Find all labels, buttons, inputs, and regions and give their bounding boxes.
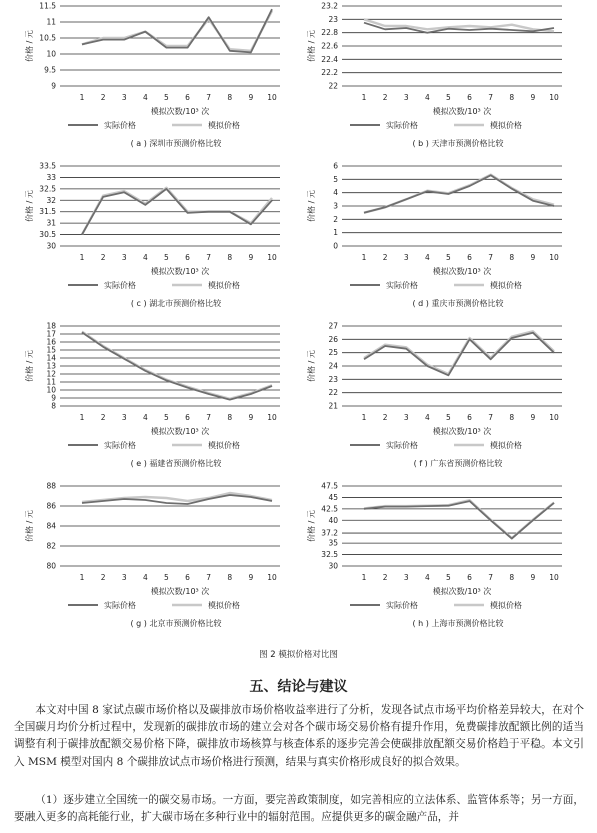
x-tick-label: 9 — [248, 253, 254, 262]
x-tick-label: 8 — [509, 253, 515, 262]
y-tick-label: 10 — [46, 49, 56, 59]
x-tick-label: 2 — [382, 413, 388, 422]
x-tick-label: 4 — [142, 93, 148, 102]
x-tick-label: 6 — [467, 93, 472, 102]
x-tick-label: 10 — [549, 93, 559, 102]
chart-panel-h — [307, 480, 590, 640]
x-tick-label: 3 — [403, 253, 409, 262]
x-tick-label: 8 — [227, 573, 233, 582]
chart-panel-a — [25, 0, 308, 160]
chart-svg-f — [307, 320, 590, 480]
y-tick-label: 9 — [51, 81, 56, 91]
x-axis-label: 模拟次数/10³ 次 — [150, 587, 210, 596]
legend-label-actual: 实际价格 — [104, 441, 136, 450]
y-tick-label: 23 — [328, 14, 338, 24]
legend-label-actual: 实际价格 — [104, 281, 136, 290]
paragraph-conclusion: 本文对中国 8 家试点碳市场价格以及碳排放市场价格收益率进行了分析，发现各试点市场平均价格差异较大，在对个全国碳月均价分析过程中，发现新的碳排放市场的建立会对各个碳市场交易价格有提升作用，免费碳排放配额比例的适当调整有利于碳排放配额交易价格下降，碳排放市场核算与核查体系的逐步完善会使碳排放配额交易价格趋于平稳。本文引入 MSM 模型对国内 8 个碳排放试点市场价格进行预测，结果与真实价格形成良好的拟合效果。 — [14, 704, 584, 768]
y-tick-label: 13 — [46, 361, 56, 371]
x-tick-label: 2 — [382, 253, 388, 262]
legend-label-simulated: 模拟价格 — [490, 121, 522, 130]
x-tick-label: 2 — [100, 93, 106, 102]
chart-svg-h — [307, 480, 590, 640]
x-tick-label: 6 — [185, 93, 190, 102]
y-tick-label: 84 — [46, 521, 56, 531]
x-tick-label: 9 — [248, 93, 254, 102]
section-heading: 五、结论与建议 — [249, 679, 348, 695]
x-tick-label: 5 — [164, 93, 169, 102]
x-tick-label: 7 — [206, 573, 212, 582]
x-tick-label: 2 — [100, 253, 106, 262]
chart-svg-e — [25, 320, 308, 480]
chart-subcaption: ( f ) 广东省预测价格比较 — [413, 459, 503, 468]
x-tick-label: 1 — [361, 573, 367, 582]
x-axis-label: 模拟次数/10³ 次 — [432, 587, 492, 596]
legend-label-simulated: 模拟价格 — [208, 601, 240, 610]
x-tick-label: 10 — [549, 253, 559, 262]
chart-panel-e — [25, 320, 308, 480]
x-tick-label: 1 — [361, 413, 367, 422]
x-tick-label: 3 — [121, 573, 127, 582]
y-tick-label: 1 — [333, 228, 338, 238]
x-tick-label: 7 — [206, 93, 212, 102]
y-tick-label: 0 — [333, 241, 338, 251]
x-tick-label: 8 — [509, 93, 515, 102]
chart-panel-f — [307, 320, 590, 480]
x-tick-label: 9 — [248, 413, 254, 422]
x-tick-label: 10 — [267, 93, 277, 102]
y-tick-label: 82 — [46, 541, 56, 551]
x-tick-label: 3 — [403, 413, 409, 422]
x-tick-label: 9 — [530, 413, 536, 422]
y-tick-label: 16 — [46, 337, 56, 347]
chart-svg-a — [25, 0, 308, 160]
y-tick-label: 11 — [46, 17, 56, 27]
x-tick-label: 6 — [185, 413, 190, 422]
chart-panel-b — [307, 0, 590, 160]
paragraph-recommendation-1: （1）逐步建立全国统一的碳交易市场。一方面，要完善政策制度，如完善相应的立法体系、监管体系等；另一方面，要融入更多的高耗能行业，扩大碳市场在多种行业中的辐射范围。应提供更多的碳金融产品，并 — [14, 794, 584, 824]
x-tick-label: 9 — [530, 253, 536, 262]
legend-label-actual: 实际价格 — [386, 121, 418, 130]
x-tick-label: 10 — [549, 573, 559, 582]
y-tick-label: 9.5 — [44, 65, 56, 75]
x-tick-label: 5 — [446, 573, 451, 582]
x-tick-label: 3 — [121, 253, 127, 262]
x-tick-label: 4 — [424, 413, 430, 422]
y-axis-label: 价格 / 元 — [25, 30, 34, 62]
x-tick-label: 6 — [467, 413, 472, 422]
chart-subcaption: ( b ) 天津市预测价格比较 — [412, 139, 504, 148]
x-tick-label: 3 — [121, 413, 127, 422]
x-tick-label: 5 — [164, 413, 169, 422]
series-line-simulated — [82, 11, 272, 51]
legend-label-simulated: 模拟价格 — [490, 601, 522, 610]
y-tick-label: 45 — [328, 492, 338, 502]
y-tick-label: 3 — [333, 201, 338, 211]
y-axis-label: 价格 / 元 — [25, 190, 34, 222]
y-tick-label: 30 — [46, 241, 56, 251]
x-tick-label: 5 — [164, 573, 169, 582]
x-tick-label: 10 — [267, 253, 277, 262]
x-tick-label: 6 — [185, 253, 190, 262]
x-tick-label: 9 — [248, 573, 254, 582]
chart-subcaption: ( g ) 北京市预测价格比较 — [130, 619, 222, 628]
x-tick-label: 5 — [164, 253, 169, 262]
x-tick-label: 10 — [549, 413, 559, 422]
x-axis-label: 模拟次数/10³ 次 — [150, 267, 210, 276]
y-tick-label: 10 — [46, 385, 56, 395]
x-tick-label: 6 — [185, 573, 190, 582]
x-tick-label: 3 — [121, 93, 127, 102]
y-tick-label: 23 — [328, 374, 338, 384]
x-tick-label: 7 — [488, 93, 494, 102]
x-tick-label: 9 — [530, 573, 536, 582]
x-axis-label: 模拟次数/10³ 次 — [150, 107, 210, 116]
y-tick-label: 27 — [328, 321, 338, 331]
x-tick-label: 9 — [530, 93, 536, 102]
y-tick-label: 33 — [46, 172, 56, 182]
chart-svg-b — [307, 0, 590, 160]
x-tick-label: 1 — [79, 93, 85, 102]
y-tick-label: 88 — [46, 481, 56, 491]
x-tick-label: 4 — [424, 573, 430, 582]
y-axis-label: 价格 / 元 — [25, 350, 34, 382]
x-tick-label: 2 — [100, 573, 106, 582]
x-tick-label: 7 — [488, 413, 494, 422]
y-tick-label: 86 — [46, 501, 56, 511]
x-axis-label: 模拟次数/10³ 次 — [150, 427, 210, 436]
y-tick-label: 15 — [46, 345, 56, 355]
y-axis-label: 价格 / 元 — [307, 350, 316, 382]
x-tick-label: 4 — [424, 93, 430, 102]
chart-panel-g — [25, 480, 308, 640]
x-tick-label: 7 — [488, 573, 494, 582]
x-tick-label: 3 — [403, 93, 409, 102]
chart-svg-c — [25, 160, 308, 320]
y-tick-label: 31 — [46, 218, 56, 228]
x-tick-label: 1 — [361, 93, 367, 102]
x-tick-label: 1 — [79, 573, 85, 582]
x-tick-label: 8 — [227, 93, 233, 102]
chart-svg-d — [307, 160, 590, 320]
chart-subcaption: ( a ) 深圳市预测价格比较 — [130, 139, 222, 148]
y-tick-label: 8 — [51, 401, 56, 411]
x-tick-label: 2 — [382, 573, 388, 582]
y-tick-label: 25 — [328, 348, 338, 358]
x-tick-label: 8 — [509, 573, 515, 582]
x-tick-label: 10 — [267, 573, 277, 582]
y-tick-label: 18 — [46, 321, 56, 331]
x-tick-label: 8 — [509, 413, 515, 422]
y-tick-label: 30.5 — [39, 230, 56, 240]
y-tick-label: 40 — [328, 515, 338, 525]
x-tick-label: 6 — [467, 253, 472, 262]
x-tick-label: 6 — [467, 573, 472, 582]
x-tick-label: 10 — [267, 413, 277, 422]
legend-label-simulated: 模拟价格 — [208, 441, 240, 450]
x-axis-label: 模拟次数/10³ 次 — [432, 107, 492, 116]
x-tick-label: 5 — [446, 93, 451, 102]
y-tick-label: 33.5 — [39, 161, 56, 171]
legend-label-simulated: 模拟价格 — [208, 281, 240, 290]
x-tick-label: 2 — [100, 413, 106, 422]
y-tick-label: 80 — [46, 561, 56, 571]
y-tick-label: 12 — [46, 369, 56, 379]
x-tick-label: 2 — [382, 93, 388, 102]
x-tick-label: 1 — [79, 253, 85, 262]
chart-subcaption: ( e ) 福建省预测价格比较 — [130, 459, 222, 468]
y-axis-label: 价格 / 元 — [307, 30, 316, 62]
y-tick-label: 24 — [328, 361, 338, 371]
chart-subcaption: ( d ) 重庆市预测价格比较 — [412, 299, 504, 308]
legend-label-actual: 实际价格 — [386, 281, 418, 290]
y-tick-label: 26 — [328, 334, 338, 344]
y-tick-label: 37.2 — [321, 528, 338, 538]
x-tick-label: 7 — [206, 413, 212, 422]
chart-subcaption: ( h ) 上海市预测价格比较 — [412, 619, 504, 628]
legend-label-simulated: 模拟价格 — [490, 441, 522, 450]
y-tick-label: 11 — [46, 377, 56, 387]
y-tick-label: 4 — [333, 188, 338, 198]
y-tick-label: 22.2 — [321, 68, 338, 78]
y-tick-label: 10.5 — [39, 33, 56, 43]
chart-subcaption: ( c ) 湖北市预测价格比较 — [130, 299, 222, 308]
x-tick-label: 4 — [142, 413, 148, 422]
x-tick-label: 5 — [446, 413, 451, 422]
legend-label-simulated: 模拟价格 — [490, 281, 522, 290]
y-tick-label: 21 — [328, 401, 338, 411]
y-tick-label: 31.5 — [39, 207, 56, 217]
y-tick-label: 6 — [333, 161, 338, 171]
y-tick-label: 32.5 — [39, 184, 56, 194]
legend-label-actual: 实际价格 — [104, 121, 136, 130]
y-tick-label: 22 — [328, 388, 338, 398]
x-tick-label: 3 — [403, 573, 409, 582]
legend-label-simulated: 模拟价格 — [208, 121, 240, 130]
y-axis-label: 价格 / 元 — [25, 510, 34, 542]
chart-panel-d — [307, 160, 590, 320]
x-tick-label: 7 — [488, 253, 494, 262]
y-tick-label: 30 — [328, 561, 338, 571]
x-axis-label: 模拟次数/10³ 次 — [432, 427, 492, 436]
y-tick-label: 47.5 — [321, 481, 338, 491]
x-tick-label: 7 — [206, 253, 212, 262]
x-tick-label: 4 — [424, 253, 430, 262]
y-tick-label: 35 — [328, 538, 338, 548]
x-axis-label: 模拟次数/10³ 次 — [432, 267, 492, 276]
y-tick-label: 32 — [46, 195, 56, 205]
y-tick-label: 17 — [46, 329, 56, 339]
y-tick-label: 22.4 — [321, 54, 338, 64]
legend-label-actual: 实际价格 — [104, 601, 136, 610]
x-tick-label: 4 — [142, 253, 148, 262]
y-axis-label: 价格 / 元 — [307, 510, 316, 542]
legend-label-actual: 实际价格 — [386, 601, 418, 610]
y-tick-label: 32.5 — [321, 550, 338, 560]
y-tick-label: 22.6 — [321, 41, 338, 51]
y-tick-label: 2 — [333, 214, 338, 224]
chart-panel-c — [25, 160, 308, 320]
y-tick-label: 22 — [328, 81, 338, 91]
y-tick-label: 5 — [333, 174, 338, 184]
y-axis-label: 价格 / 元 — [307, 190, 316, 222]
y-tick-label: 11.5 — [39, 1, 56, 11]
x-tick-label: 1 — [361, 253, 367, 262]
y-tick-label: 22.8 — [321, 28, 338, 38]
y-tick-label: 42.5 — [321, 504, 338, 514]
y-tick-label: 14 — [46, 353, 56, 363]
figure-caption: 图 2 模拟价格对比图 — [259, 650, 338, 660]
x-tick-label: 1 — [79, 413, 85, 422]
x-tick-label: 5 — [446, 253, 451, 262]
series-line-simulated — [364, 175, 554, 213]
x-tick-label: 4 — [142, 573, 148, 582]
x-tick-label: 8 — [227, 413, 233, 422]
chart-svg-g — [25, 480, 308, 640]
x-tick-label: 8 — [227, 253, 233, 262]
y-tick-label: 9 — [51, 393, 56, 403]
y-tick-label: 23.2 — [321, 1, 338, 11]
legend-label-actual: 实际价格 — [386, 441, 418, 450]
